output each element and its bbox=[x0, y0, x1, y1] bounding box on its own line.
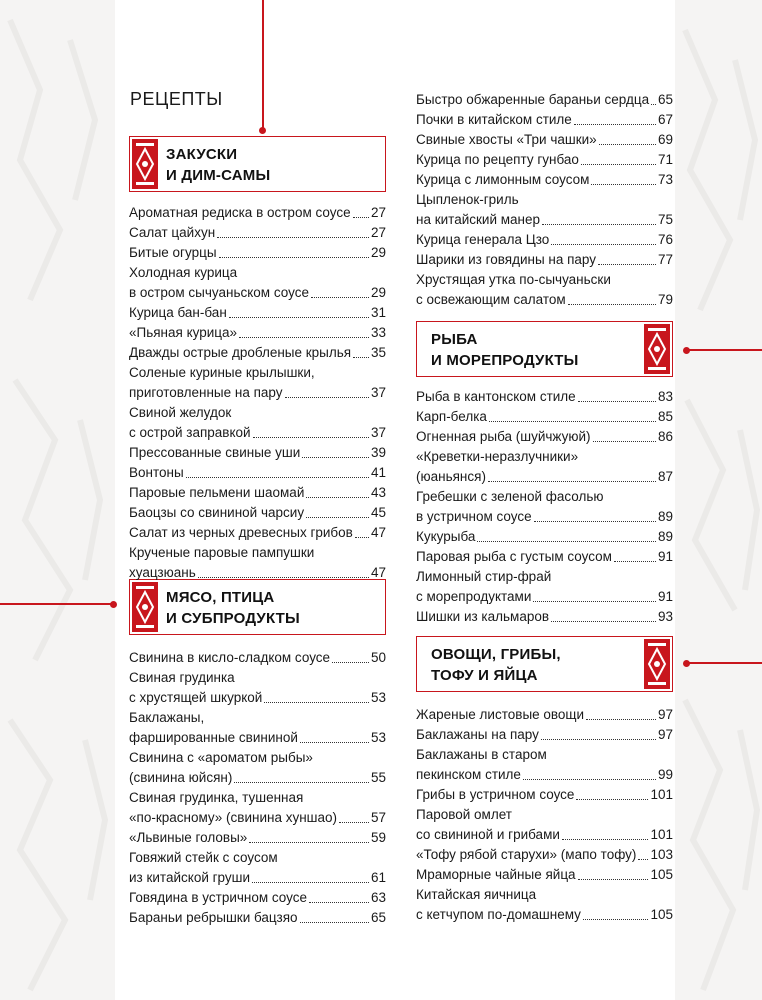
toc-entry-page: 65 bbox=[657, 92, 673, 107]
dot-leader bbox=[198, 577, 369, 578]
toc-entry-title: Соленые куриные крылышки, bbox=[129, 365, 315, 380]
dot-leader bbox=[593, 441, 656, 442]
toc-entry bbox=[129, 443, 386, 463]
toc-entry-title: Курица генерала Цзо bbox=[416, 232, 550, 247]
toc-entry-title: Шишки из кальмаров bbox=[416, 609, 550, 624]
dot-leader bbox=[249, 842, 369, 843]
toc-entry-title: Баклажаны, bbox=[129, 710, 205, 725]
toc-entry bbox=[129, 648, 386, 668]
dot-leader bbox=[523, 779, 656, 780]
toc-entry-page: 29 bbox=[370, 245, 386, 260]
dot-leader bbox=[300, 922, 369, 923]
toc-entry bbox=[129, 788, 386, 808]
dot-leader bbox=[217, 237, 369, 238]
toc-entry bbox=[129, 888, 386, 908]
toc-entry-page: 76 bbox=[657, 232, 673, 247]
toc-entry-page: 33 bbox=[370, 325, 386, 340]
dot-leader bbox=[638, 859, 648, 860]
toc-entry-title: из китайской груши bbox=[129, 870, 251, 885]
section-title-line-1: ЗАКУСКИ bbox=[166, 146, 238, 163]
dot-leader bbox=[598, 264, 656, 265]
toc-entry-title: «Львиные головы» bbox=[129, 830, 248, 845]
dot-leader bbox=[353, 217, 369, 218]
toc-entry-title: Китайская яичница bbox=[416, 887, 537, 902]
toc-entry-page: 91 bbox=[657, 549, 673, 564]
toc-entry-page: 53 bbox=[370, 690, 386, 705]
toc-entry bbox=[129, 263, 386, 283]
toc-entry bbox=[416, 467, 673, 487]
toc-entry bbox=[129, 828, 386, 848]
watermark-ornament-left bbox=[0, 0, 115, 1000]
toc-entry bbox=[416, 805, 673, 825]
toc-entry-page: 50 bbox=[370, 650, 386, 665]
red-connector-dot-top bbox=[259, 127, 266, 134]
page-title: РЕЦЕПТЫ bbox=[130, 89, 223, 109]
section-header-zakuski bbox=[129, 136, 386, 192]
dot-leader bbox=[568, 304, 656, 305]
dot-leader bbox=[264, 702, 369, 703]
toc-entry-page: 53 bbox=[370, 730, 386, 745]
dot-leader bbox=[578, 401, 656, 402]
toc-entry bbox=[416, 885, 673, 905]
watermark-ornament-right bbox=[675, 0, 762, 1000]
toc-entry-title: Баклажаны в старом bbox=[416, 747, 547, 762]
section-header-ryba bbox=[416, 321, 673, 377]
section-title-line-2: И СУБПРОДУКТЫ bbox=[166, 610, 300, 627]
toc-entry bbox=[129, 303, 386, 323]
dot-leader bbox=[541, 739, 656, 740]
dot-leader bbox=[477, 541, 656, 542]
toc-entry-title: Крученые паровые пампушки bbox=[129, 545, 315, 560]
toc-entry bbox=[416, 547, 673, 567]
toc-entry-page: 77 bbox=[657, 252, 673, 267]
dot-leader bbox=[332, 662, 369, 663]
toc-entry-title: приготовленные на пару bbox=[129, 385, 283, 400]
toc-entry-title: Холодная курица bbox=[129, 265, 238, 280]
toc-entry-title: Быстро обжаренные бараньи сердца bbox=[416, 92, 650, 107]
dot-leader bbox=[285, 397, 369, 398]
toc-entry-title: пекинском стиле bbox=[416, 767, 521, 782]
toc-entry-title: Ароматная редиска в остром соусе bbox=[129, 205, 351, 220]
toc-entry-page: 31 bbox=[370, 305, 386, 320]
toc-entry-page: 35 bbox=[370, 345, 386, 360]
red-connector-line-myaso bbox=[0, 603, 112, 605]
toc-entry bbox=[416, 230, 673, 250]
toc-entry-title: Лимонный стир-фрай bbox=[416, 569, 552, 584]
toc-entry-page: 45 bbox=[370, 505, 386, 520]
toc-entry-title: Баклажаны на пару bbox=[416, 727, 539, 742]
toc-entry bbox=[416, 150, 673, 170]
dot-leader bbox=[239, 337, 369, 338]
red-connector-line-ryba bbox=[688, 349, 762, 351]
toc-entry-page: 37 bbox=[370, 425, 386, 440]
toc-entry-page: 86 bbox=[657, 429, 673, 444]
toc-entry-title: Дважды острые дробленые крылья bbox=[129, 345, 352, 360]
toc-entry-title: на китайский манер bbox=[416, 212, 540, 227]
dot-leader bbox=[489, 421, 656, 422]
toc-entry-title: Свиной желудок bbox=[129, 405, 232, 420]
toc-entry bbox=[416, 745, 673, 765]
toc-entry-page: 105 bbox=[650, 907, 673, 922]
toc-entry-page: 87 bbox=[657, 469, 673, 484]
dot-leader bbox=[229, 317, 369, 318]
toc-entry-title: Мраморные чайные яйца bbox=[416, 867, 576, 882]
toc-entry-page: 63 bbox=[370, 890, 386, 905]
toc-entry bbox=[416, 210, 673, 230]
section-title-line-2: И ДИМ-САМЫ bbox=[166, 167, 271, 184]
toc-entry-title: со свининой и грибами bbox=[416, 827, 560, 842]
section-title-line-1: МЯСО, ПТИЦА bbox=[166, 589, 275, 606]
toc-entry bbox=[129, 363, 386, 383]
red-connector-line-top bbox=[262, 0, 264, 130]
toc-entry-page: 105 bbox=[650, 867, 673, 882]
toc-entry bbox=[416, 487, 673, 507]
toc-entry-page: 27 bbox=[370, 205, 386, 220]
toc-entry-page: 101 bbox=[650, 827, 673, 842]
toc-entry-title: Прессованные свиные уши bbox=[129, 445, 301, 460]
toc-entry-page: 59 bbox=[370, 830, 386, 845]
toc-entry-title: Рыба в кантонском стиле bbox=[416, 389, 576, 404]
toc-entry bbox=[129, 808, 386, 828]
toc-entry bbox=[129, 688, 386, 708]
toc-entry bbox=[129, 423, 386, 443]
toc-entry bbox=[416, 387, 673, 407]
toc-entry bbox=[416, 290, 673, 310]
toc-entry-page: 97 bbox=[657, 727, 673, 742]
toc-entry bbox=[416, 765, 673, 785]
toc-entry-title: Курица с лимонным соусом bbox=[416, 172, 590, 187]
toc-entry-title: Свиная грудинка bbox=[129, 670, 235, 685]
dot-leader bbox=[551, 244, 656, 245]
toc-entry-title: с кетчупом по-домашнему bbox=[416, 907, 581, 922]
chinese-ornament-icon bbox=[132, 139, 158, 189]
toc-entry-page: 43 bbox=[370, 485, 386, 500]
toc-entry-page: 71 bbox=[657, 152, 673, 167]
toc-entry-title: Паровые пельмени шаомай bbox=[129, 485, 305, 500]
toc-entry-title: Почки в китайском стиле bbox=[416, 112, 572, 127]
toc-entry bbox=[416, 587, 673, 607]
dot-leader bbox=[311, 297, 369, 298]
toc-entry-title: Паровой омлет bbox=[416, 807, 512, 822]
dot-leader bbox=[353, 357, 369, 358]
toc-entry bbox=[129, 543, 386, 563]
toc-entry-page: 103 bbox=[650, 847, 673, 862]
toc-entry-title: Кукурыба bbox=[416, 529, 476, 544]
toc-entry-title: Свиная грудинка, тушенная bbox=[129, 790, 304, 805]
dot-leader bbox=[551, 621, 656, 622]
toc-entry-page: 57 bbox=[370, 810, 386, 825]
dot-leader bbox=[562, 839, 649, 840]
toc-entry-title: «Креветки-неразлучники» bbox=[416, 449, 579, 464]
toc-entry bbox=[129, 283, 386, 303]
section-title-line-1: ОВОЩИ, ГРИБЫ, bbox=[431, 646, 561, 663]
toc-entry-page: 93 bbox=[657, 609, 673, 624]
toc-entry bbox=[416, 447, 673, 467]
toc-entry-page: 97 bbox=[657, 707, 673, 722]
toc-entry bbox=[129, 323, 386, 343]
toc-entry bbox=[129, 868, 386, 888]
toc-entry bbox=[416, 250, 673, 270]
toc-entry-page: 47 bbox=[370, 565, 386, 580]
dot-leader bbox=[586, 719, 656, 720]
section-title-line-2: ТОФУ И ЯЙЦА bbox=[431, 667, 538, 684]
toc-entry-title: Битые огурцы bbox=[129, 245, 217, 260]
toc-entry bbox=[129, 463, 386, 483]
toc-entry-title: с острой заправкой bbox=[129, 425, 251, 440]
dot-leader bbox=[306, 497, 369, 498]
dot-leader bbox=[651, 104, 656, 105]
chinese-ornament-icon bbox=[644, 324, 670, 374]
toc-entry bbox=[129, 668, 386, 688]
dot-leader bbox=[583, 919, 649, 920]
toc-entry-title: в устричном соусе bbox=[416, 509, 532, 524]
toc-entry-page: 47 bbox=[370, 525, 386, 540]
toc-entry bbox=[416, 865, 673, 885]
dot-leader bbox=[355, 537, 369, 538]
toc-entry bbox=[129, 523, 386, 543]
toc-entry bbox=[129, 748, 386, 768]
toc-entry bbox=[129, 728, 386, 748]
toc-entry-title: «Пьяная курица» bbox=[129, 325, 238, 340]
toc-entry bbox=[416, 90, 673, 110]
toc-entry-page: 91 bbox=[657, 589, 673, 604]
toc-entry bbox=[416, 785, 673, 805]
toc-entry-title: фаршированные свининой bbox=[129, 730, 298, 745]
toc-entry-page: 27 bbox=[370, 225, 386, 240]
toc-entry bbox=[129, 708, 386, 728]
dot-leader bbox=[542, 224, 656, 225]
dot-leader bbox=[306, 517, 369, 518]
toc-entry-title: Свиные хвосты «Три чашки» bbox=[416, 132, 597, 147]
toc-entry bbox=[416, 190, 673, 210]
toc-entry bbox=[416, 407, 673, 427]
dot-leader bbox=[234, 782, 369, 783]
toc-entry bbox=[416, 427, 673, 447]
toc-entry bbox=[416, 507, 673, 527]
dot-leader bbox=[302, 457, 369, 458]
dot-leader bbox=[533, 601, 656, 602]
toc-entry-page: 89 bbox=[657, 509, 673, 524]
toc-entry bbox=[416, 825, 673, 845]
toc-entry bbox=[416, 110, 673, 130]
toc-entry-page: 73 bbox=[657, 172, 673, 187]
section-title-line-1: РЫБА bbox=[431, 331, 478, 348]
toc-entry-page: 55 bbox=[370, 770, 386, 785]
toc-entry bbox=[129, 383, 386, 403]
toc-entry bbox=[416, 527, 673, 547]
toc-entry-title: с хрустящей шкуркой bbox=[129, 690, 263, 705]
toc-entry-page: 39 bbox=[370, 445, 386, 460]
toc-entry-title: «Тофу рябой старухи» (мапо тофу) bbox=[416, 847, 637, 862]
toc-entry-title: Свинина с «ароматом рыбы» bbox=[129, 750, 313, 765]
section-header-myaso bbox=[129, 579, 386, 635]
toc-entry-title: Карп-белка bbox=[416, 409, 487, 424]
toc-entry bbox=[416, 725, 673, 745]
toc-entry-title: Баоцзы со свининой чарсиу bbox=[129, 505, 305, 520]
toc-entry-page: 101 bbox=[650, 787, 673, 802]
toc-entry bbox=[129, 223, 386, 243]
toc-entry bbox=[129, 908, 386, 928]
toc-entry-title: с морепродуктами bbox=[416, 589, 532, 604]
toc-entry-page: 83 bbox=[657, 389, 673, 404]
dot-leader bbox=[599, 144, 656, 145]
toc-entry-page: 61 bbox=[370, 870, 386, 885]
toc-entry-title: «по-красному» (свинина хуншао) bbox=[129, 810, 338, 825]
toc-entry-page: 69 bbox=[657, 132, 673, 147]
toc-entry-title: Салат из черных древесных грибов bbox=[129, 525, 353, 540]
toc-entry-title: Цыпленок-гриль bbox=[416, 192, 519, 207]
toc-entry-page: 79 bbox=[657, 292, 673, 307]
toc-entry bbox=[416, 607, 673, 627]
dot-leader bbox=[339, 822, 369, 823]
dot-leader bbox=[576, 799, 648, 800]
toc-entry bbox=[416, 270, 673, 290]
dot-leader bbox=[534, 521, 656, 522]
toc-entry bbox=[129, 403, 386, 423]
dot-leader bbox=[219, 257, 369, 258]
toc-entry-title: Свинина в кисло-сладком соусе bbox=[129, 650, 331, 665]
toc-entry bbox=[416, 705, 673, 725]
toc-entry bbox=[416, 170, 673, 190]
toc-entry-page: 99 bbox=[657, 767, 673, 782]
toc-entry-title: Паровая рыба с густым соусом bbox=[416, 549, 612, 564]
toc-entry bbox=[129, 483, 386, 503]
dot-leader bbox=[614, 561, 656, 562]
toc-entry bbox=[129, 243, 386, 263]
toc-entry bbox=[129, 203, 386, 223]
chinese-ornament-icon bbox=[644, 639, 670, 689]
toc-entry-title: Хрустящая утка по-сычуаньски bbox=[416, 272, 611, 287]
toc-entry-title: Салат цайхун bbox=[129, 225, 216, 240]
dot-leader bbox=[574, 124, 656, 125]
toc-entry-title: Шарики из говядины на пару bbox=[416, 252, 597, 267]
toc-entry-title: (свинина юйсян) bbox=[129, 770, 233, 785]
toc-entry-title: Говяжий стейк с соусом bbox=[129, 850, 278, 865]
toc-entry-title: в остром сычуаньском соусе bbox=[129, 285, 309, 300]
toc-entry bbox=[416, 905, 673, 925]
dot-leader bbox=[488, 481, 656, 482]
toc-entry-title: Вонтоны bbox=[129, 465, 184, 480]
chinese-ornament-icon bbox=[132, 582, 158, 632]
toc-entry-title: Бараньи ребрышки бацзяо bbox=[129, 910, 298, 925]
toc-entry-page: 85 bbox=[657, 409, 673, 424]
toc-entry-page: 75 bbox=[657, 212, 673, 227]
toc-entry bbox=[129, 768, 386, 788]
toc-entry bbox=[416, 845, 673, 865]
toc-entry bbox=[416, 130, 673, 150]
toc-entry-page: 65 bbox=[370, 910, 386, 925]
dot-leader bbox=[591, 184, 656, 185]
toc-entry-title: Курица по рецепту гунбао bbox=[416, 152, 579, 167]
dot-leader bbox=[300, 742, 369, 743]
toc-entry bbox=[129, 503, 386, 523]
toc-entry-title: Грибы в устричном соусе bbox=[416, 787, 575, 802]
toc-entry-page: 67 bbox=[657, 112, 673, 127]
toc-entry-title: (юаньянся) bbox=[416, 469, 486, 484]
toc-entry-page: 41 bbox=[370, 465, 386, 480]
dot-leader bbox=[186, 477, 369, 478]
toc-entry bbox=[416, 567, 673, 587]
section-header-ovoshchi bbox=[416, 636, 673, 692]
toc-entry-page: 37 bbox=[370, 385, 386, 400]
toc-entry-title: Курица бан-бан bbox=[129, 305, 227, 320]
toc-entry bbox=[129, 563, 386, 583]
toc-entry-title: Жареные листовые овощи bbox=[416, 707, 585, 722]
toc-entry-page: 89 bbox=[657, 529, 673, 544]
dot-leader bbox=[578, 879, 649, 880]
red-connector-line-ovoshchi bbox=[688, 662, 762, 664]
dot-leader bbox=[581, 164, 656, 165]
toc-entry-title: Говядина в устричном соусе bbox=[129, 890, 308, 905]
dot-leader bbox=[309, 902, 369, 903]
toc-entry bbox=[129, 343, 386, 363]
dot-leader bbox=[252, 882, 369, 883]
toc-entry-title: Гребешки с зеленой фасолью bbox=[416, 489, 604, 504]
toc-entry-title: хуацзюань bbox=[129, 565, 196, 580]
toc-entry-title: с освежающим салатом bbox=[416, 292, 566, 307]
toc-entry-page: 29 bbox=[370, 285, 386, 300]
dot-leader bbox=[253, 437, 369, 438]
section-title-line-2: И МОРЕПРОДУКТЫ bbox=[431, 352, 579, 369]
toc-entry bbox=[129, 848, 386, 868]
toc-entry-title: Огненная рыба (шуйчжуюй) bbox=[416, 429, 591, 444]
